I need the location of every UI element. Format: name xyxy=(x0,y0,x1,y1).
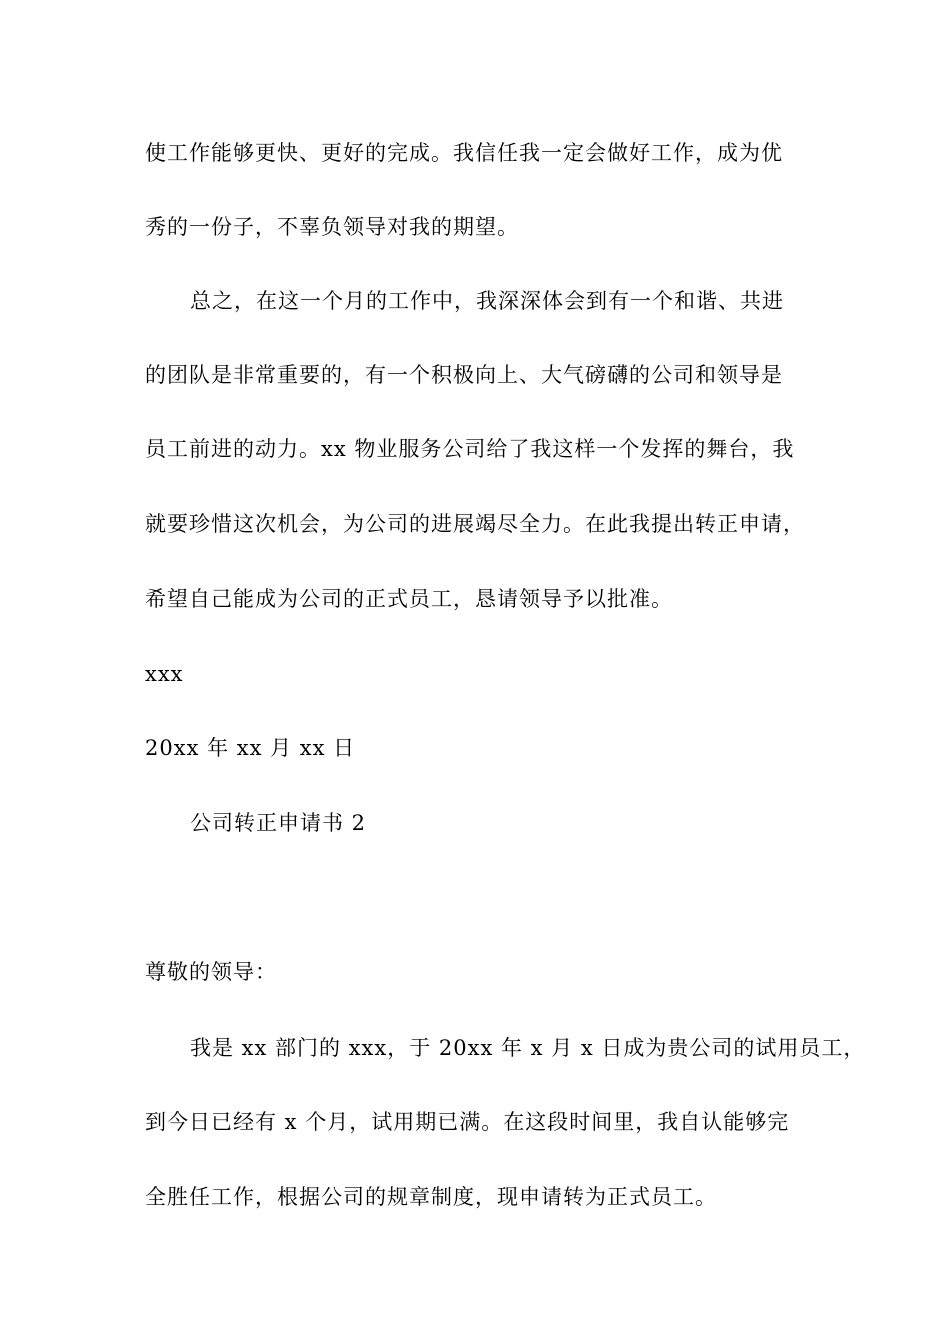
section-title: 公司转正申请书 2 xyxy=(190,811,367,835)
paragraph-line: 员工前进的动力。xx 物业服务公司给了我这样一个发挥的舞台，我 xyxy=(145,437,795,461)
paragraph-line: 希望自己能成为公司的正式员工，恳请领导予以批准。 xyxy=(145,587,673,611)
paragraph-line: 使工作能够更快、更好的完成。我信任我一定会做好工作，成为优 xyxy=(145,141,783,165)
salutation: 尊敬的领导： xyxy=(145,960,277,984)
paragraph-line: 秀的一份子，不辜负领导对我的期望。 xyxy=(145,215,519,239)
paragraph-line: 总之，在这一个月的工作中，我深深体会到有一个和谐、共进 xyxy=(190,289,784,313)
paragraph-line: 全胜任工作，根据公司的规章制度，现申请转为正式员工。 xyxy=(145,1185,717,1209)
signature-name: xxx xyxy=(145,662,184,686)
paragraph-line: 我是 xx 部门的 xxx，于 20xx 年 x 月 x 日成为贵公司的试用员工， xyxy=(190,1036,866,1060)
paragraph-line: 到今日已经有 x 个月，试用期已满。在这段时间里，我自认能够完 xyxy=(145,1110,790,1134)
paragraph-line: 的团队是非常重要的，有一个积极向上、大气磅礴的公司和领导是 xyxy=(145,363,783,387)
signature-date: 20xx 年 xx 月 xx 日 xyxy=(145,736,356,760)
paragraph-line: 就要珍惜这次机会，为公司的进展竭尽全力。在此我提出转正申请， xyxy=(145,512,805,536)
